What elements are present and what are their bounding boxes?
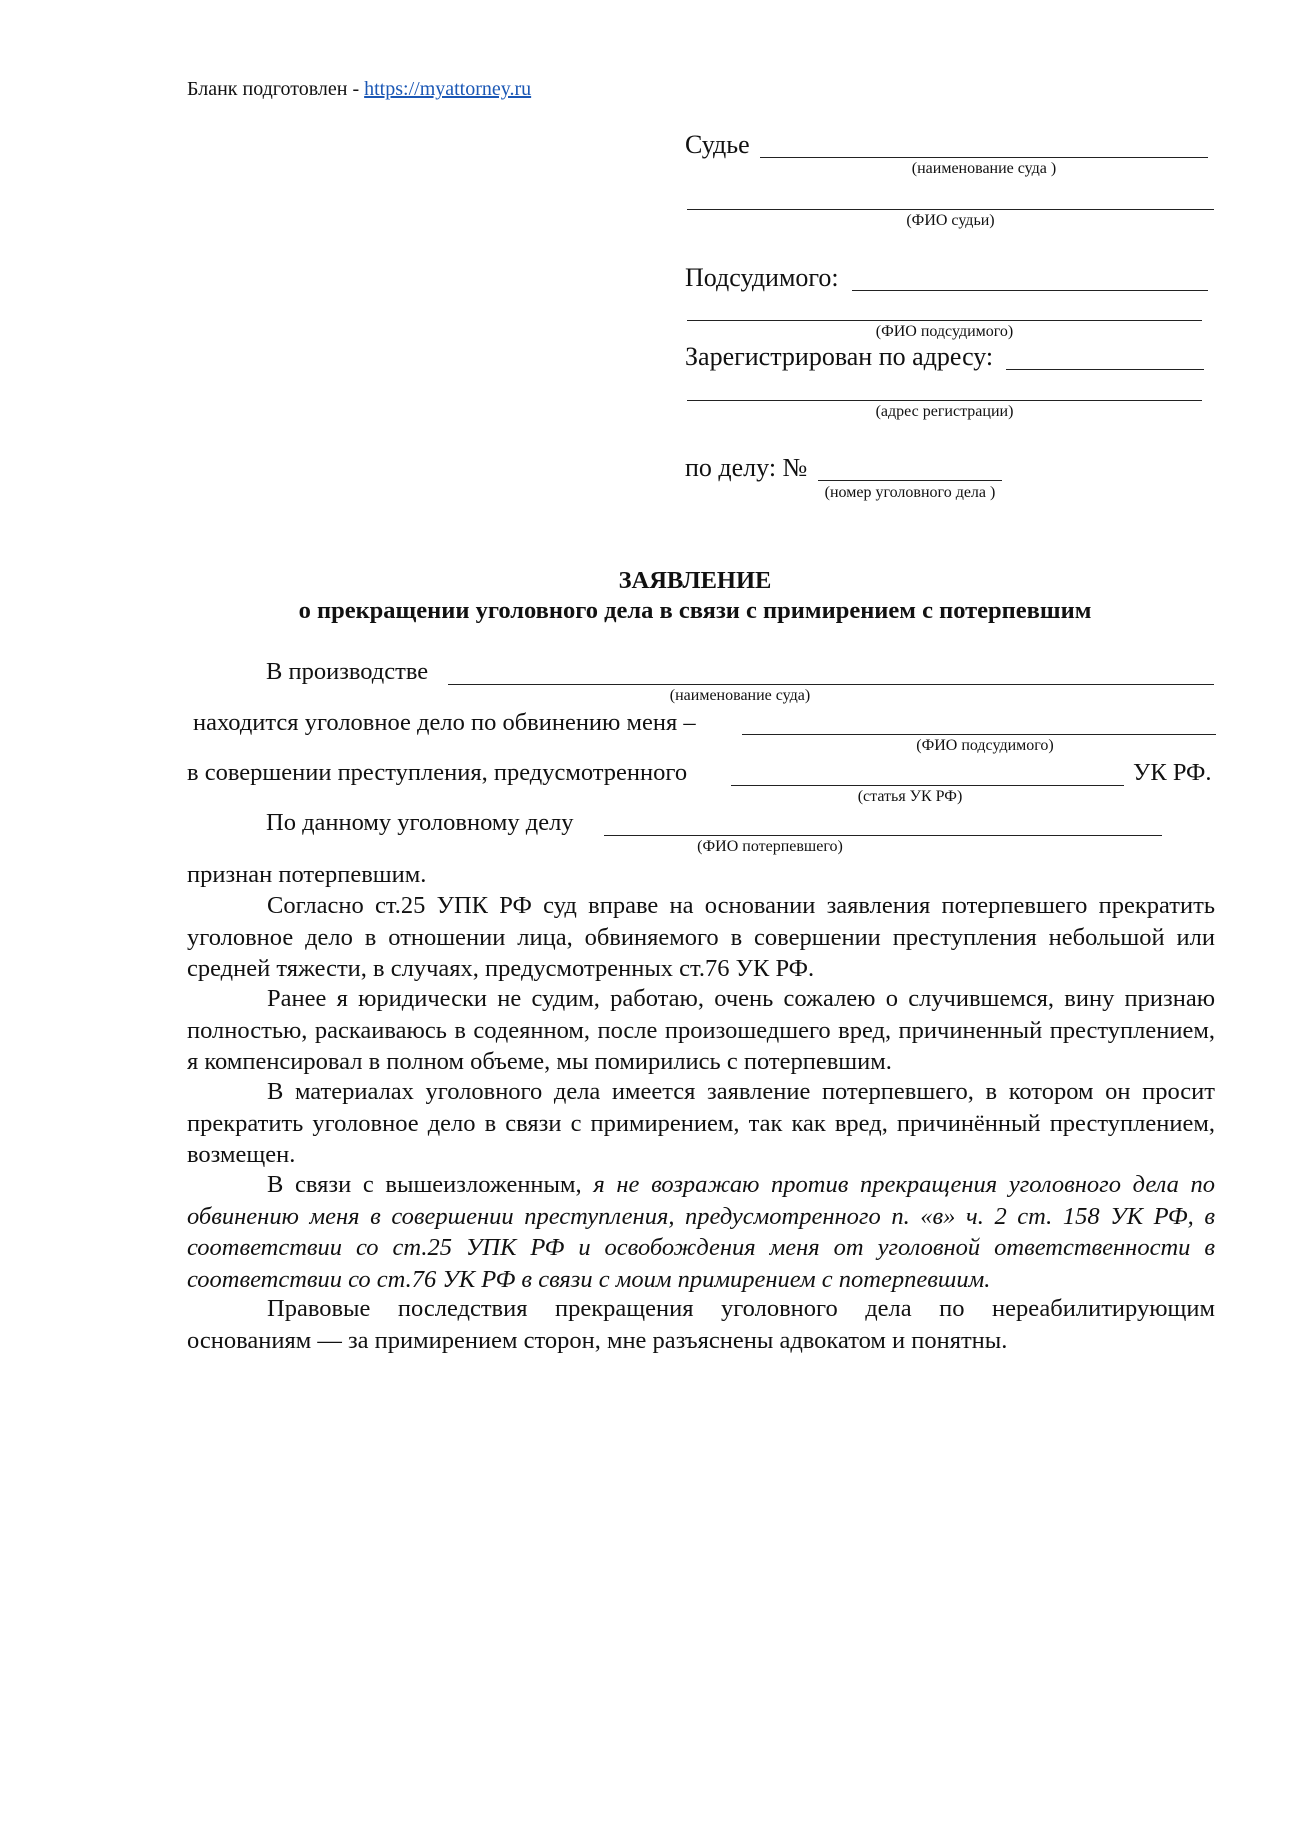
crime-article-line xyxy=(731,785,1124,786)
crime-caption: (статья УК РФ) xyxy=(857,788,963,805)
proceeding-caption: (наименование суда) xyxy=(669,687,811,704)
proceeding-line xyxy=(448,684,1214,685)
court-name-line xyxy=(760,157,1208,158)
document-subtitle: о прекращении уголовного дела в связи с примирением с потерпевшим xyxy=(298,597,1092,624)
judge-caption: (ФИО судьи) xyxy=(906,212,995,229)
paragraph-remorse xyxy=(187,983,1215,1078)
paragraph-text: В связи с вышеизложенным, xyxy=(267,1171,594,1198)
defendant-caption: (ФИО подсудимого) xyxy=(875,323,1014,340)
victim-line xyxy=(604,835,1162,836)
paragraph-request xyxy=(187,1169,1215,1295)
judge-name-line xyxy=(687,209,1214,210)
paragraph-victim-statement xyxy=(187,1076,1215,1171)
case-number-caption: (номер уголовного дела ) xyxy=(824,484,996,501)
judge-label: Судье xyxy=(685,130,750,159)
paragraph-text: признан потерпевшим. xyxy=(187,861,427,888)
prepared-by-text: Бланк подготовлен - xyxy=(187,78,365,100)
prepared-by-line xyxy=(187,78,531,101)
address-line-2 xyxy=(687,400,1202,401)
charge-caption: (ФИО подсудимого) xyxy=(916,737,1054,754)
document-title: ЗАЯВЛЕНИЕ xyxy=(618,567,772,594)
victim-caption: (ФИО потерпевшего) xyxy=(697,838,843,855)
paragraph-italic-text: я не возражаю против прекращения уголовного дела по обвинению меня в совершении преступления, предусмотренного п. «в» ч. 2 ст. 158 УК РФ, в соответствии со ст.25 УПК РФ и освобождения меня от уголовной ответственности в соответствии со ст.76 УК РФ в связи с моим примирением с потерпевшим. xyxy=(187,1171,1216,1293)
court-caption: (наименование суда ) xyxy=(911,160,1057,177)
address-caption: (адрес регистрации) xyxy=(875,403,1014,420)
charge-label: находится уголовное дело по обвинению меня – xyxy=(193,709,696,736)
defendant-label: Подсудимого: xyxy=(685,263,839,292)
paragraph-text: В материалах уголовного дела имеется заявление потерпевшего, в котором он просит прекратить уголовное дело в связи с примирением, так как вред, причинённый преступлением, возмещен. xyxy=(187,1078,1215,1168)
proceeding-label: В производстве xyxy=(266,658,429,685)
case-number-label: по делу: № xyxy=(685,453,808,482)
case-number-line xyxy=(818,480,1002,481)
victim-label: По данному уголовному делу xyxy=(266,809,574,836)
crime-suffix: УК РФ. xyxy=(1133,759,1212,786)
defendant-line-1 xyxy=(852,290,1208,291)
source-link[interactable]: https://myattorney.ru xyxy=(364,78,532,100)
paragraph-text: Правовые последствия прекращения уголовного дела по нереабилитирующим основаниям — за примирением сторон, мне разъяснены адвокатом и понятны. xyxy=(187,1295,1215,1354)
paragraph-text: Согласно ст.25 УПК РФ суд вправе на основании заявления потерпевшего прекратить уголовное дело в отношении лица, обвиняемого в совершении преступления небольшой или средней тяжести, в случаях, предусмотренных ст.76 УК РФ. xyxy=(187,892,1215,982)
charge-line xyxy=(742,734,1216,735)
paragraph-consequences xyxy=(187,1293,1215,1356)
paragraph-recognized xyxy=(187,859,1215,891)
address-line-1 xyxy=(1006,369,1204,370)
paragraph-text: Ранее я юридически не судим, работаю, очень сожалею о случившемся, вину признаю полностью, раскаиваюсь в содеянном, после произошедшего вред, причиненный преступлением, я компенсировал в полном объеме, мы помирились с потерпевшим. xyxy=(187,985,1215,1075)
defendant-line-2 xyxy=(687,320,1202,321)
address-label: Зарегистрирован по адресу: xyxy=(685,342,994,371)
crime-label: в совершении преступления, предусмотренного xyxy=(187,759,688,786)
paragraph-article-25 xyxy=(187,890,1215,985)
